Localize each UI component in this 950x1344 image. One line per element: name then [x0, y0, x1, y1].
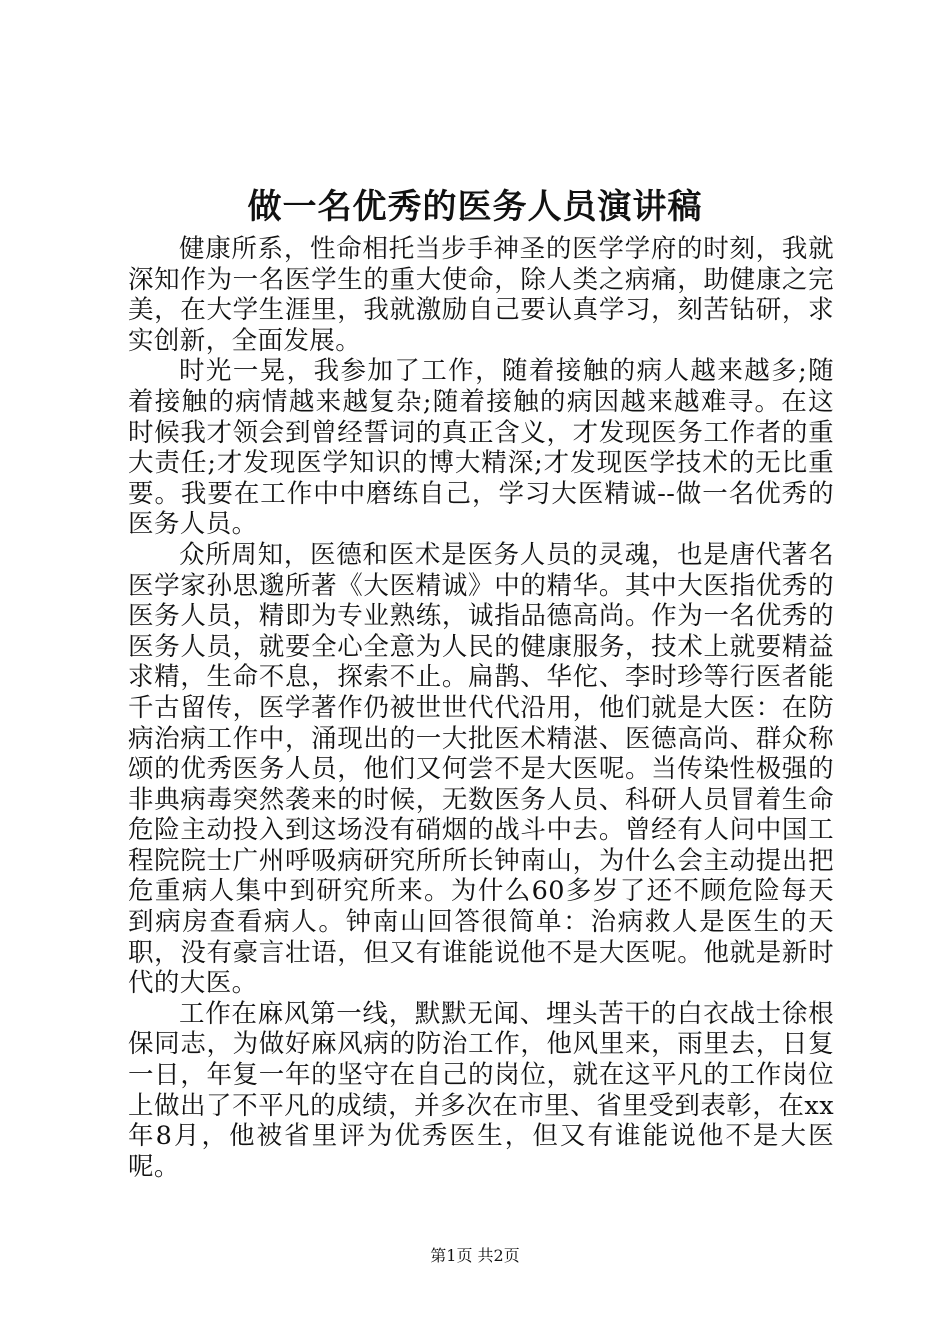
document-body — [128, 234, 834, 1182]
paragraph-4: 工作在麻风第一线，默默无闻、埋头苦干的白衣战士徐根保同志，为做好麻风病的防治工作，他风里来，雨里去，日复一日，年复一年的坚守在自己的岗位，就在这平凡的工作岗位上做出了不平凡的成绩，并多次在市里、省里受到表彰，在xx年8月，他被省里评为优秀医生，但又有谁能说他不是大医呢。 — [128, 998, 834, 1182]
paragraph-3: 众所周知，医德和医术是医务人员的灵魂，也是唐代著名医学家孙思邈所著《大医精诚》中的精华。其中大医指优秀的医务人员，精即为专业熟练，诚指品德高尚。作为一名优秀的医务人员，就要全心全意为人民的健康服务，技术上就要精益求精，生命不息，探索不止。扁鹊、华佗、李时珍等行医者能千古留传，医学著作仍被世世代代沿用，他们就是大医：在防病治病工作中，涌现出的一大批医术精湛、医德高尚、群众称颂的优秀医务人员，他们又何尝不是大医呢。当传染性极强的非典病毒突然袭来的时候，无数医务人员、科研人员冒着生命危险主动投入到这场没有硝烟的战斗中去。曾经有人问中国工程院院士广州呼吸病研究所所长钟南山，为什么会主动提出把危重病人集中到研究所来。为什么60多岁了还不顾危险每天到病房查看病人。钟南山回答很简单：治病救人是医生的天职，没有豪言壮语，但又有谁能说他不是大医呢。他就是新时代的大医。 — [128, 539, 834, 999]
paragraph-2: 时光一晃，我参加了工作，随着接触的病人越来越多;随着接触的病情越来越复杂;随着接触的病因越来越难寻。在这时候我才领会到曾经誓词的真正含义，才发现医务工作者的重大责任;才发现医学知识的博大精深;才发现医学技术的无比重要。我要在工作中中磨练自己，学习大医精诚--做一名优秀的医务人员。 — [128, 356, 834, 540]
paragraph-1: 健康所系，性命相托当步手神圣的医学学府的时刻，我就深知作为一名医学生的重大使命，除人类之病痛，助健康之完美，在大学生涯里，我就激励自己要认真学习，刻苦钻研，求实创新，全面发展。 — [128, 234, 834, 356]
page-number-footer: 第1页 共2页 — [430, 1246, 520, 1265]
document-title: 做一名优秀的医务人员演讲稿 — [247, 187, 703, 227]
